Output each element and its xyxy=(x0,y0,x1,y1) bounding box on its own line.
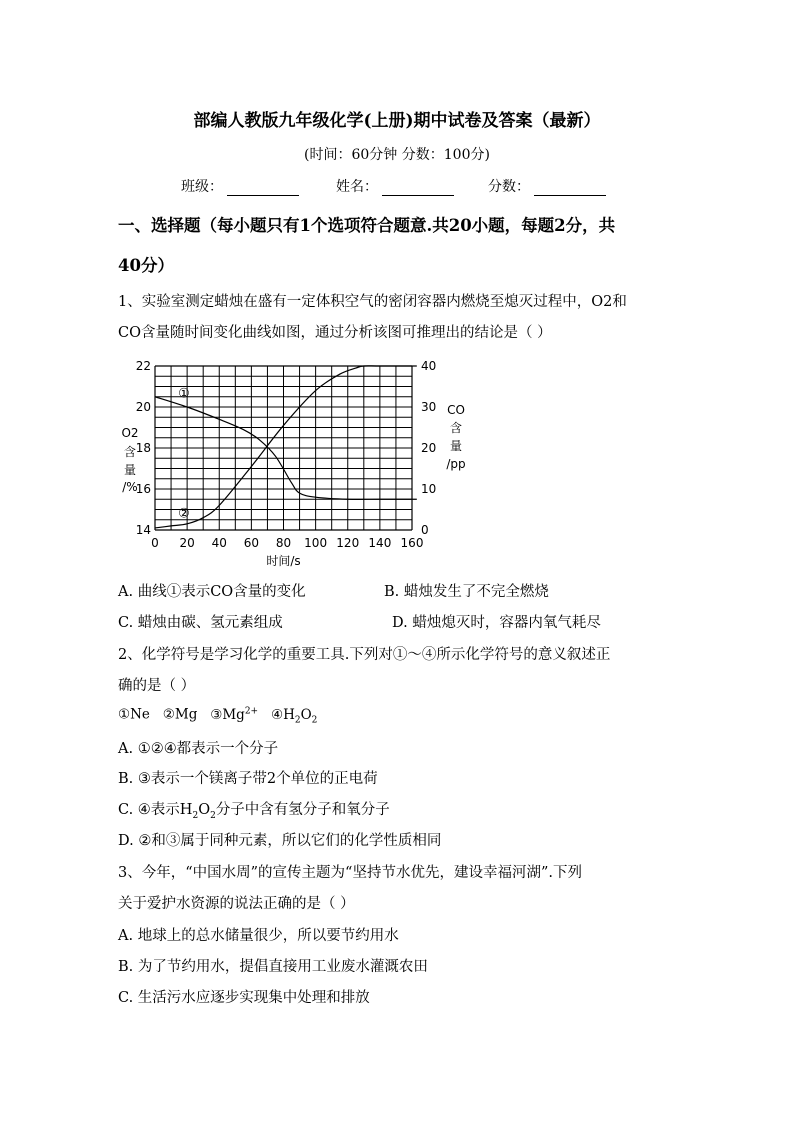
name-label: 姓名： xyxy=(336,179,378,195)
q3-stem-line2: 关于爱护水资源的说法正确的是（ ） xyxy=(118,896,355,912)
y-right-tick-label: 40 xyxy=(421,360,437,373)
y-right-axis-label: CO xyxy=(447,403,465,417)
o2-co-chart xyxy=(112,360,482,572)
curve-1-marker: ① xyxy=(178,386,190,402)
score-label: 分数： xyxy=(488,179,530,195)
q3-option-a[interactable]: A. 地球上的总水储量很少，所以要节约用水 xyxy=(118,928,399,944)
score-field xyxy=(488,176,606,196)
q2-stem-line1: 2、化学符号是学习化学的重要工具.下列对①～④所示化学符号的意义叙述正 xyxy=(118,647,611,663)
y-left-tick-label: 14 xyxy=(135,523,151,537)
q2-option-c[interactable]: C. ④表示$H_2O_2$分子中含有氢分子和氧分子 xyxy=(118,802,390,821)
y-right-tick-label: 20 xyxy=(421,441,437,455)
q1-option-d[interactable]: D. 蜡烛熄灭时，容器内氧气耗尽 xyxy=(392,615,601,631)
y-left-axis-label: /% xyxy=(122,480,138,494)
x-tick-label: 20 xyxy=(179,536,195,550)
y-right-tick-label: 30 xyxy=(421,400,437,414)
q2-option-b[interactable]: B. ③表示一个镁离子带2个单位的正电荷 xyxy=(118,771,378,787)
symbol-mg-ion: $③Mg^{2+}$ xyxy=(210,706,259,723)
section-heading-line1: 一、选择题（每小题只有1个选项符合题意.共20小题，每题2分，共 xyxy=(118,216,616,235)
y-left-axis-label: O2 xyxy=(121,426,139,440)
y-left-tick-label: 20 xyxy=(135,400,151,414)
q1-stem-line2: CO含量随时间变化曲线如图，通过分析该图可推理出的结论是（ ） xyxy=(118,325,552,341)
section-heading-line2: 40分） xyxy=(118,256,174,275)
page-title: 部编人教版九年级化学(上册)期中试卷及答案（最新） xyxy=(193,111,601,131)
q1-option-b[interactable]: B. 蜡烛发生了不完全燃烧 xyxy=(384,584,549,600)
x-tick-label: 40 xyxy=(211,536,227,550)
x-axis-label: 时间/s xyxy=(266,554,301,568)
q2-option-a[interactable]: A. ①②④都表示一个分子 xyxy=(118,741,279,757)
q3-option-c[interactable]: C. 生活污水应逐步实现集中处理和排放 xyxy=(118,990,370,1006)
score-blank[interactable] xyxy=(534,181,606,196)
y-left-tick-label: 22 xyxy=(135,360,151,373)
chart-grid xyxy=(155,366,412,530)
x-tick-label: 80 xyxy=(275,536,292,550)
x-tick-label: 140 xyxy=(368,536,392,550)
name-blank[interactable] xyxy=(382,181,454,196)
class-blank[interactable] xyxy=(227,181,299,196)
x-tick-label: 100 xyxy=(304,536,328,550)
q2-stem-line2: 确的是（ ） xyxy=(118,678,196,694)
y-right-axis-label: 含 xyxy=(449,421,463,435)
q2-option-d[interactable]: D. ②和③属于同种元素，所以它们的化学性质相同 xyxy=(118,833,442,849)
q3-option-b[interactable]: B. 为了节约用水，提倡直接用工业废水灌溉农田 xyxy=(118,959,428,975)
y-left-tick-label: 16 xyxy=(135,482,151,496)
y-right-axis-label: 量 xyxy=(449,439,463,453)
x-tick-label: 0 xyxy=(151,536,159,550)
class-field xyxy=(181,176,299,196)
q1-stem-line1: 1、实验室测定蜡烛在盛有一定体积空气的密闭容器内燃烧至熄灭过程中，O2和 xyxy=(118,294,627,310)
class-label: 班级： xyxy=(181,179,223,195)
co-curve xyxy=(155,366,417,528)
q2-symbols xyxy=(118,706,317,725)
x-tick-label: 160 xyxy=(400,536,424,550)
y-right-tick-label: 10 xyxy=(421,482,437,496)
y-left-axis-label: 量 xyxy=(123,463,137,477)
x-tick-label: 120 xyxy=(336,536,360,550)
name-field xyxy=(336,176,454,196)
q1-option-a[interactable]: A. 曲线①表示CO含量的变化 xyxy=(118,584,306,600)
q1-option-c[interactable]: C. 蜡烛由碳、氢元素组成 xyxy=(118,615,283,631)
symbol-ne: ①Ne xyxy=(118,706,150,723)
exam-time-score: (时间：60分钟 分数：100分) xyxy=(304,147,490,163)
symbol-mg: ②Mg xyxy=(162,706,198,723)
y-right-axis-label: /pp xyxy=(446,457,466,471)
y-left-tick-label: 18 xyxy=(135,441,151,455)
symbol-h2o2: $④H_2O_2$ xyxy=(270,706,318,726)
x-tick-label: 60 xyxy=(243,536,260,550)
q3-stem-line1: 3、今年，“中国水周”的宣传主题为“坚持节水优先，建设幸福河湖”.下列 xyxy=(118,865,582,881)
y-left-axis-label: 含 xyxy=(123,445,137,459)
y-right-tick-label: 0 xyxy=(421,523,429,537)
curve-2-marker: ② xyxy=(178,506,190,522)
